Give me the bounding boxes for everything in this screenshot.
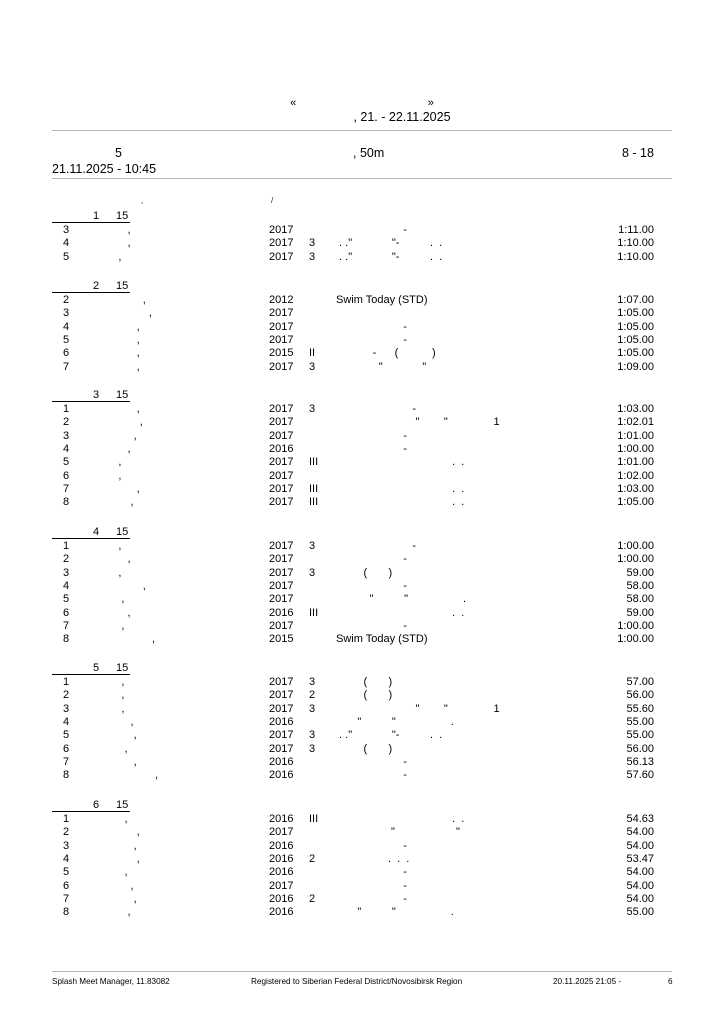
entry-time: 1:03.00 [617,482,654,495]
birth-year: 2017 [269,540,294,552]
birth-year: 2017 [269,469,294,482]
swimmer-name: , [100,755,137,768]
heat-number: 4 [93,526,100,538]
birth-year: 2017 [269,553,294,566]
lane-number: 8 [63,496,70,509]
entry-row [0,403,724,416]
entry-row [0,906,724,919]
heat-number: 2 [93,280,100,292]
entry-row [0,580,724,593]
swimmer-name: , [100,742,128,755]
birth-year: 2017 [269,702,294,715]
lane-number: 2 [63,689,70,702]
divider-event [52,178,672,179]
club-name: " " 1 [336,416,500,429]
birth-year: 2016 [269,755,294,768]
birth-year: 2017 [269,237,294,250]
event-number: 5 [115,146,122,160]
entry-row [0,620,724,633]
club-name: - [336,403,417,415]
club-name: ( ) [336,742,393,755]
club-name: - [336,892,407,905]
swimmer-name: , [100,250,122,263]
club-name: - [336,866,407,879]
entry-row [0,496,724,509]
entry-row [0,607,724,620]
sport-rank: 3 [309,237,316,250]
entry-time: 55.00 [626,906,654,919]
heat-total: 15 [116,526,129,538]
meet-dates: , 21. - 22.11.2025 [353,110,451,124]
birth-year: 2017 [269,456,294,469]
swimmer-name: , [100,579,146,592]
club-name: " " . [336,715,454,728]
club-name: ( ) [336,676,393,688]
lane-number: 1 [63,676,70,688]
heat-title [52,662,130,675]
entry-row [0,483,724,496]
lane-number: 4 [63,852,70,865]
heat-title [52,280,130,293]
club-name: ( ) [336,566,393,579]
entry-row [0,567,724,580]
sport-rank: 3 [309,540,316,552]
swimmer-name: , [100,566,122,579]
entry-row [0,470,724,483]
club-name: - [336,333,407,346]
birth-year: 2017 [269,619,294,632]
entry-row [0,853,724,866]
lane-number: 7 [63,360,70,373]
swimmer-name: , [100,689,125,702]
entry-row [0,334,724,347]
swimmer-name: , [100,633,156,646]
club-name: Swim Today (STD) [336,294,428,306]
entry-row [0,729,724,742]
entry-row [0,769,724,782]
lane-number: 5 [63,456,70,469]
sport-rank: III [309,813,319,825]
swimmer-name: , [100,456,122,469]
birth-year: 2016 [269,892,294,905]
entry-time: 59.00 [626,566,654,579]
swimmer-name: , [100,416,143,429]
heat-total: 15 [116,210,129,222]
club-name: - [336,839,407,852]
entry-time: 58.00 [626,593,654,606]
sport-rank: III [309,496,319,509]
footer-registration: Registered to Siberian Federal District/Novosibirsk Region [251,977,463,986]
swimmer-name: , [100,540,122,552]
lane-number: 2 [63,294,70,306]
birth-year: 2015 [269,347,294,360]
sport-rank: 3 [309,403,316,415]
entry-row [0,430,724,443]
entry-time: 1:10.00 [617,237,654,250]
entry-time: 1:05.00 [617,307,654,320]
entry-row [0,361,724,374]
sport-rank: 3 [309,702,316,715]
swimmer-name: , [100,906,131,919]
entry-row [0,880,724,893]
entry-time: 54.63 [626,813,654,825]
entry-time: 1:00.00 [617,442,654,455]
club-name: " " [336,360,427,373]
lane-number: 3 [63,702,70,715]
heat-total: 15 [116,280,129,292]
event-name: , 50m [353,146,385,160]
swimmer-name: , [100,469,122,482]
sport-rank: 3 [309,729,316,742]
club-name: - [336,553,407,566]
lane-number: 6 [63,347,70,360]
entry-time: 1:05.00 [617,496,654,509]
heat-total: 15 [116,389,129,401]
entry-time: 54.00 [626,839,654,852]
lane-number: 3 [63,839,70,852]
birth-year: 2017 [269,676,294,688]
sport-rank: 3 [309,250,316,263]
entry-time: 1:01.00 [617,429,654,442]
sport-rank: 3 [309,360,316,373]
entry-time: 56.00 [626,689,654,702]
footer-printed: 20.11.2025 21:05 - [553,977,622,986]
birth-year: 2017 [269,826,294,839]
entry-time: 1:00.00 [617,553,654,566]
event-datetime: 21.11.2025 - 10:45 [52,162,157,176]
club-name: . . . [336,852,410,865]
entry-time: 59.00 [626,606,654,619]
sport-rank: 3 [309,742,316,755]
entry-time: 56.13 [626,755,654,768]
entry-time: 1:05.00 [617,333,654,346]
entry-time: 54.00 [626,826,654,839]
entry-row [0,307,724,320]
birth-year: 2017 [269,729,294,742]
swimmer-name: , [100,619,125,632]
club-name: Swim Today (STD) [336,633,428,646]
lane-number: 3 [63,307,70,320]
club-name: " " . [336,593,467,606]
birth-year: 2017 [269,496,294,509]
lane-number: 7 [63,482,70,495]
entry-time: 1:00.00 [617,619,654,632]
swimmer-name: , [100,892,137,905]
entry-row [0,294,724,307]
birth-year: 2016 [269,442,294,455]
swimmer-name: , [100,429,137,442]
entry-time: 57.00 [626,676,654,688]
birth-year: 2016 [269,839,294,852]
swimmer-name: , [100,482,140,495]
lane-number: 5 [63,866,70,879]
entry-row [0,840,724,853]
footer-page-number: 6 [668,977,673,986]
club-name: " " [336,826,460,839]
entry-row [0,893,724,906]
club-name: . ." "- . . [336,237,443,250]
heat-number: 1 [93,210,100,222]
birth-year: 2017 [269,742,294,755]
lane-number: 4 [63,320,70,333]
heat-total: 15 [116,662,129,674]
swimmer-name: , [100,347,140,360]
swimmer-name: , [100,224,131,236]
entry-row [0,826,724,839]
lane-number: 7 [63,619,70,632]
lane-number: 6 [63,469,70,482]
birth-year: 2017 [269,566,294,579]
birth-year: 2016 [269,852,294,865]
entry-row [0,689,724,702]
swimmer-name: , [100,839,137,852]
swimmer-name: , [100,307,152,320]
swimmer-name: , [100,593,125,606]
lane-number: 8 [63,633,70,646]
birth-year: 2017 [269,403,294,415]
swimmer-name: , [100,496,134,509]
entry-row [0,416,724,429]
birth-year: 2017 [269,579,294,592]
birth-year: 2017 [269,250,294,263]
entry-time: 54.00 [626,879,654,892]
birth-year: 2017 [269,429,294,442]
heat-title [52,799,130,812]
entry-row [0,703,724,716]
entry-time: 1:03.00 [617,403,654,415]
entry-row [0,593,724,606]
entry-time: 56.00 [626,742,654,755]
birth-year: 2017 [269,482,294,495]
lane-number: 4 [63,579,70,592]
swimmer-name: , [100,813,128,825]
swimmer-name: , [100,729,137,742]
lane-number: 3 [63,429,70,442]
club-name: - [336,224,407,236]
heat-number: 3 [93,389,100,401]
entry-time: 1:07.00 [617,294,654,306]
lane-number: 3 [63,566,70,579]
club-name: . . [336,482,465,495]
lane-number: 4 [63,442,70,455]
swimmer-name: , [100,702,125,715]
swimmer-name: , [100,403,140,415]
lane-number: 2 [63,553,70,566]
club-name: - [336,429,407,442]
sport-rank: II [309,347,316,360]
birth-year: 2016 [269,813,294,825]
birth-year: 2017 [269,307,294,320]
event-age-group: 8 - 18 [622,146,654,160]
birth-year: 2016 [269,906,294,919]
lane-number: 1 [63,540,70,552]
divider-footer [52,971,672,972]
sport-rank: 2 [309,689,316,702]
club-name: - [336,540,417,552]
birth-year: 2017 [269,224,294,236]
swimmer-name: , [100,333,140,346]
entry-row [0,251,724,264]
sport-rank: 2 [309,852,316,865]
entry-row [0,347,724,360]
birth-year: 2017 [269,416,294,429]
column-header-name: , [141,196,144,205]
entry-row [0,633,724,646]
birth-year: 2015 [269,633,294,646]
birth-year: 2017 [269,320,294,333]
entry-row [0,743,724,756]
birth-year: 2016 [269,769,294,782]
entry-time: 1:02.00 [617,469,654,482]
club-name: . . [336,606,465,619]
lane-number: 2 [63,416,70,429]
column-header-club: / [271,196,274,205]
club-name: . ." "- . . [336,250,443,263]
sport-rank: 3 [309,676,316,688]
sport-rank: 3 [309,566,316,579]
sport-rank: III [309,606,319,619]
heat-title [52,389,130,402]
lane-number: 5 [63,250,70,263]
entry-row [0,321,724,334]
footer-software: Splash Meet Manager, 11.83082 [52,977,170,986]
birth-year: 2012 [269,294,294,306]
club-name: . . [336,813,465,825]
club-name: . ." "- . . [336,729,443,742]
birth-year: 2017 [269,593,294,606]
lane-number: 6 [63,879,70,892]
lane-number: 7 [63,755,70,768]
lane-number: 5 [63,729,70,742]
entry-time: 1:11.00 [618,224,654,236]
swimmer-name: , [100,879,134,892]
lane-number: 2 [63,826,70,839]
club-name: - [336,879,407,892]
swimmer-name: , [100,553,131,566]
club-name: . . [336,456,465,469]
entry-row [0,813,724,826]
swimmer-name: , [100,866,128,879]
entry-time: 1:02.01 [617,416,654,429]
lane-number: 1 [63,403,70,415]
entry-row [0,676,724,689]
club-name: - [336,442,407,455]
club-name: - [336,579,407,592]
entry-time: 57.60 [626,769,654,782]
club-name: - [336,755,407,768]
entry-row [0,716,724,729]
entry-row [0,443,724,456]
sport-rank: III [309,482,319,495]
swimmer-name: , [100,826,140,839]
sport-rank: III [309,456,319,469]
lane-number: 1 [63,813,70,825]
club-name: - [336,320,407,333]
heat-number: 6 [93,799,100,811]
club-name: . . [336,496,465,509]
birth-year: 2016 [269,715,294,728]
birth-year: 2017 [269,689,294,702]
club-name: " " . [336,906,454,919]
lane-number: 7 [63,892,70,905]
swimmer-name: , [100,294,146,306]
lane-number: 3 [63,224,70,236]
swimmer-name: , [100,676,125,688]
entry-row [0,866,724,879]
swimmer-name: , [100,360,140,373]
birth-year: 2016 [269,866,294,879]
heat-number: 5 [93,662,100,674]
entry-row [0,756,724,769]
entry-time: 1:00.00 [617,633,654,646]
lane-number: 8 [63,769,70,782]
entry-time: 55.00 [626,715,654,728]
entry-time: 55.00 [626,729,654,742]
entry-time: 55.60 [626,702,654,715]
entry-row [0,224,724,237]
heat-title [52,526,130,539]
meet-title: « » [290,97,434,109]
entry-time: 54.00 [626,866,654,879]
entry-time: 1:09.00 [617,360,654,373]
swimmer-name: , [100,606,131,619]
club-name: ( ) [336,689,393,702]
entry-row [0,237,724,250]
swimmer-name: , [100,237,131,250]
swimmer-name: , [100,769,159,782]
entry-time: 1:00.00 [617,540,654,552]
club-name: - ( ) [336,347,436,360]
lane-number: 5 [63,333,70,346]
sport-rank: 2 [309,892,316,905]
heat-total: 15 [116,799,129,811]
entry-row [0,540,724,553]
entry-time: 54.00 [626,892,654,905]
swimmer-name: , [100,320,140,333]
entry-row [0,456,724,469]
swimmer-name: , [100,852,140,865]
entry-time: 1:05.00 [617,320,654,333]
birth-year: 2017 [269,333,294,346]
lane-number: 8 [63,906,70,919]
club-name: - [336,769,407,782]
birth-year: 2017 [269,360,294,373]
entry-time: 1:01.00 [617,456,654,469]
birth-year: 2016 [269,606,294,619]
lane-number: 5 [63,593,70,606]
divider-top [52,130,672,131]
entry-time: 58.00 [626,579,654,592]
lane-number: 6 [63,606,70,619]
heat-title [52,210,130,223]
swimmer-name: , [100,442,131,455]
entry-row [0,553,724,566]
birth-year: 2017 [269,879,294,892]
entry-time: 1:10.00 [617,250,654,263]
swimmer-name: , [100,715,134,728]
lane-number: 4 [63,715,70,728]
lane-number: 4 [63,237,70,250]
entry-time: 1:05.00 [617,347,654,360]
lane-number: 6 [63,742,70,755]
entry-time: 53.47 [626,852,654,865]
club-name: - [336,619,407,632]
club-name: " " 1 [336,702,500,715]
